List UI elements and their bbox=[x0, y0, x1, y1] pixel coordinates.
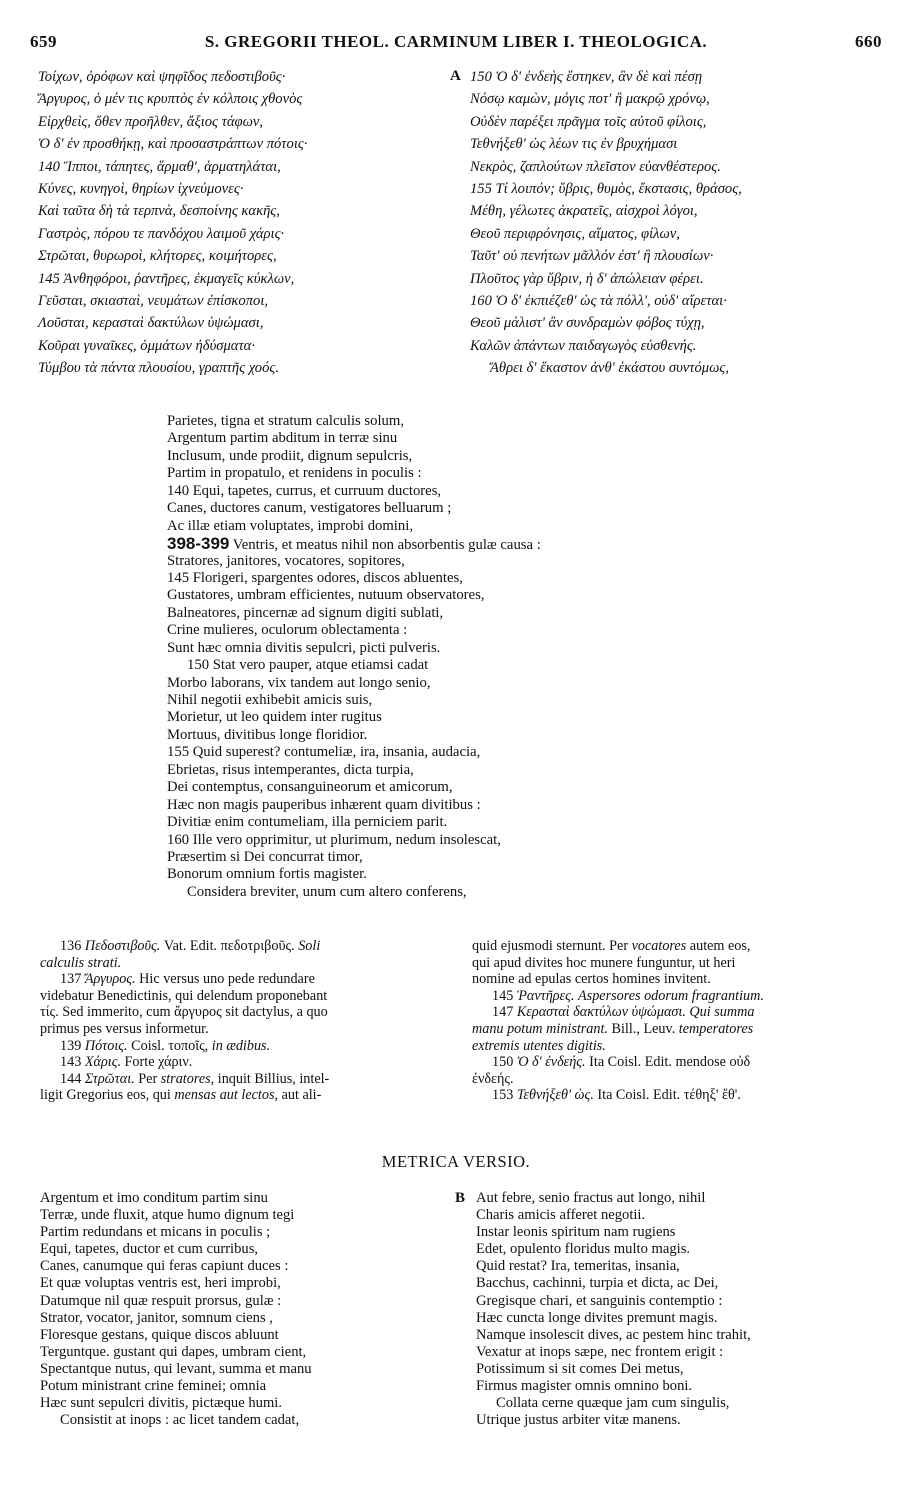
greek-verse-line: Καὶ ταῦτα δὴ τὰ τερπνὰ, δεσποίνης κακῆς, bbox=[38, 203, 280, 220]
note-lemma: Τεθνήξεθ' ὡς. bbox=[516, 1087, 594, 1104]
metrica-verse-line: Terræ, unde fluxit, atque humo dignum tegi bbox=[40, 1207, 295, 1224]
latin-line: 155 Quid superest? contumeliæ, ira, insania, audacia, bbox=[167, 744, 481, 761]
footnote-144 bbox=[40, 1071, 445, 1088]
latin-line: Stratores, janitores, vocatores, sopitores, bbox=[167, 552, 405, 569]
note-text-italic: Soli bbox=[298, 938, 321, 954]
greek-verse-line: 145 Ἀνθηφόροι, ῥαντῆρες, ἐκμαγεῖς κύκλων, bbox=[38, 270, 295, 287]
metrica-verse-line: Potissimum si sit comes Dei metus, bbox=[476, 1360, 684, 1377]
note-text-italic: Qui summa bbox=[685, 1004, 755, 1021]
note-text: quid ejusmodi sternunt. Per bbox=[472, 938, 632, 954]
footnote-139 bbox=[40, 1038, 445, 1055]
greek-verse-line: Τεθνήξεθ' ὡς λέων τις ἐν βρυχήμασι bbox=[470, 136, 678, 153]
metrica-verse-line: Charis amicis afferet negotii. bbox=[476, 1207, 646, 1224]
greek-verse-line: 160 Ὁ δ' ἐκπιέζεθ' ὡς τὰ πόλλ', οὐδ' αἴρεται· bbox=[470, 292, 727, 309]
metrica-versio-right-column bbox=[476, 1190, 896, 1429]
metrica-verse-line: Terguntque. gustant qui dapes, umbram cient, bbox=[40, 1343, 307, 1360]
latin-line: Mortuus, divitibus longe floridior. bbox=[167, 726, 368, 743]
greek-verse-line: Πλοῦτος γὰρ ὕβριν, ἡ δ' ἀπώλειαν φέρει. bbox=[470, 270, 704, 287]
note-text-italic: in ædibus. bbox=[211, 1037, 271, 1054]
latin-lines-after-marker bbox=[167, 553, 727, 902]
metrica-verse-line: Utrique justus arbiter vitæ manens. bbox=[476, 1412, 681, 1429]
latin-line: Inclusum, unde prodiit, dignum sepulcris, bbox=[167, 447, 413, 464]
latin-line: Morbo laborans, vix tandem aut longo senio, bbox=[167, 674, 431, 691]
note-text: Forte χάριν. bbox=[121, 1054, 193, 1071]
metrica-verse-line: Quid restat? Ira, temeritas, insania, bbox=[476, 1258, 680, 1275]
note-lemma: Στρῶται. bbox=[84, 1070, 135, 1087]
note-text: Ita Coisl. Edit. τέθηξ' ἔθ'. bbox=[593, 1087, 741, 1104]
metrica-verse-line: Consistit at inops : ac licet tandem cadat, bbox=[60, 1412, 300, 1429]
greek-verse-line: Κοῦραι γυναῖκες, ὀμμάτων ἠδύσματα· bbox=[38, 337, 255, 354]
note-text: aut ali- bbox=[278, 1087, 322, 1104]
greek-verse-line: Τύμβου τὰ πάντα πλουσίου, γραπτῆς χοός. bbox=[38, 360, 279, 377]
note-line bbox=[472, 1021, 892, 1038]
note-number: 139 bbox=[60, 1037, 85, 1054]
note-text-italic: vocatores bbox=[631, 938, 687, 954]
greek-verse-line: Γεῦσται, σκιασταὶ, νευμάτων ἐπίσκοποι, bbox=[38, 292, 269, 309]
metrica-verse-line: Hæc cuncta longe divites premunt magis. bbox=[476, 1309, 718, 1326]
note-number: 137 bbox=[60, 971, 85, 988]
metrica-verse-line: Instar leonis spiritum nam rugiens bbox=[476, 1224, 676, 1241]
running-header bbox=[30, 32, 882, 56]
greek-verse-line: Γαστρὸς, πόρου τε πανδόχου λαιμοῦ χάρις· bbox=[38, 225, 285, 242]
column-number-marker: 398-399 bbox=[167, 534, 230, 554]
latin-line: Divitiæ enim contumeliam, illa perniciem parit. bbox=[167, 814, 448, 831]
running-title: S. GREGORII THEOL. CARMINUM LIBER I. THEOLOGICA. bbox=[204, 32, 708, 51]
note-text: Bill., Leuv. bbox=[607, 1020, 679, 1037]
latin-line: Dei contemptus, consanguineorum et amicorum, bbox=[167, 779, 453, 796]
greek-text-right-column bbox=[470, 66, 890, 379]
latin-line: Canes, ductores canum, vestigatores belluarum ; bbox=[167, 500, 452, 517]
note-text: ligit Gregorius eos, qui bbox=[40, 1087, 175, 1104]
greek-verse-line: Ταῦτ' οὐ πενήτων μᾶλλόν ἐστ' ἢ πλουσίων· bbox=[470, 248, 714, 265]
greek-verse-line: Μέθη, γέλωτες ἀκρατεῖς, αἰσχροὶ λόγοι, bbox=[470, 203, 698, 220]
note-lemma: Ὁ δ' ἐνδεής. bbox=[516, 1054, 586, 1071]
note-text-italic: manu potum ministrant. bbox=[472, 1020, 608, 1037]
latin-lines-before-marker bbox=[167, 413, 727, 535]
latin-line: 150 Stat vero pauper, atque etiamsi cadat bbox=[187, 657, 429, 674]
note-line: primus pes versus informetur. bbox=[40, 1020, 209, 1037]
latin-line: Argentum partim abditum in terræ sinu bbox=[167, 430, 398, 447]
note-lemma: Κερασταὶ δακτύλων ὑψώμασι. bbox=[516, 1004, 686, 1021]
metrica-verse-line: Edet, opulento floridus multo magis. bbox=[476, 1241, 691, 1258]
footnote-153 bbox=[472, 1087, 892, 1104]
footnote-137 bbox=[40, 971, 445, 988]
note-number: 153 bbox=[492, 1087, 517, 1104]
metrica-verse-line: Firmus magister omnis omnino boni. bbox=[476, 1378, 693, 1395]
footnotes-right-column bbox=[472, 938, 892, 1104]
metrica-verse-line: Collata cerne quæque jam cum singulis, bbox=[496, 1395, 730, 1412]
greek-verse-line: Νόσῳ καμὼν, μόγις ποτ' ἢ μακρῷ χρόνῳ, bbox=[470, 91, 710, 108]
metrica-verse-line: Strator, vocator, janitor, somnum ciens , bbox=[40, 1309, 273, 1326]
note-number: 136 bbox=[60, 938, 85, 954]
metrica-verse-line: Potum ministrant crine feminei; omnia bbox=[40, 1378, 267, 1395]
latin-translation bbox=[167, 413, 727, 901]
latin-line: Balneatores, pincernæ ad signum digiti sublati, bbox=[167, 604, 444, 621]
note-number: 150 bbox=[492, 1054, 517, 1071]
footnote-136 bbox=[40, 938, 445, 955]
footnotes-left-column bbox=[40, 938, 445, 1104]
metrica-verse-line: Floresque gestans, quique discos abluunt bbox=[40, 1326, 279, 1343]
greek-verse-line: Θεοῦ μάλιστ' ἂν συνδραμὼν φόβος τύχῃ, bbox=[470, 315, 705, 332]
greek-verse-line: Νεκρὸς, ζαπλούτων πλεῖστον εὐανθέστερος. bbox=[470, 158, 721, 175]
metrica-verse-line: Datumque nil quæ respuit prorsus, gulæ : bbox=[40, 1292, 282, 1309]
note-lemma: Ῥαντῆρες. bbox=[516, 987, 575, 1004]
page-number-right: 660 bbox=[855, 32, 882, 51]
greek-verse-line: 140 Ἵπποι, τάπητες, ἅρμαθ', ἁρματηλάται, bbox=[38, 158, 281, 175]
metrica-verse-line: Hæc sunt sepulcri divitis, pictæque humi. bbox=[40, 1395, 282, 1412]
metrica-verse-line: Spectantque nutus, qui levant, summa et manu bbox=[40, 1360, 312, 1377]
latin-marker-line bbox=[167, 535, 727, 552]
note-text: Per bbox=[134, 1070, 161, 1087]
note-text: inquit Billius, intel- bbox=[214, 1070, 330, 1087]
note-text: autem eos, bbox=[686, 938, 751, 954]
latin-line: Morietur, ut leo quidem inter rugitus bbox=[167, 709, 382, 726]
note-number: 143 bbox=[60, 1054, 85, 1071]
metrica-verse-line: Equi, tapetes, ductor et cum curribus, bbox=[40, 1241, 259, 1258]
footnote-143 bbox=[40, 1054, 445, 1071]
latin-line: Ac illæ etiam voluptates, improbi domini, bbox=[167, 517, 413, 534]
footnote-145 bbox=[472, 988, 892, 1005]
greek-verse-line: 155 Τί λοιπόν; ὕβρις, θυμὸς, ἔκστασις, θράσος, bbox=[470, 180, 742, 197]
note-text: Coisl. τοποῖς, bbox=[127, 1037, 212, 1054]
greek-verse-line: Εἱρχθεὶς, ὅθεν προῆλθεν, ἄξιος τάφων, bbox=[38, 113, 264, 130]
note-text-italic: temperatores bbox=[678, 1020, 754, 1037]
latin-line: Considera breviter, unum cum altero conferens, bbox=[187, 883, 467, 900]
greek-verse-line: Ἄθρει δ' ἕκαστον ἀνθ' ἑκάστου συντόμως, bbox=[490, 360, 730, 377]
latin-line: 145 Florigeri, spargentes odores, discos abluentes, bbox=[167, 569, 463, 586]
note-line: qui apud divites hoc munere funguntur, ut heri bbox=[472, 954, 736, 971]
latin-line: Partim in propatulo, et renidens in poculis : bbox=[167, 465, 422, 482]
metrica-verse-line: Bacchus, cachinni, turpia et dicta, ac Dei, bbox=[476, 1275, 719, 1292]
metrica-verse-line: Argentum et imo conditum partim sinu bbox=[40, 1190, 268, 1206]
footnote-147 bbox=[472, 1004, 892, 1021]
note-text-italic: Aspersores odorum fragrantium. bbox=[574, 987, 764, 1004]
metrica-verse-line: Aut febre, senio fractus aut longo, nihil bbox=[476, 1190, 706, 1206]
metrica-versio-left-column bbox=[40, 1190, 450, 1429]
latin-line: 160 Ille vero opprimitur, ut plurimum, nedum insolescat, bbox=[167, 831, 501, 848]
note-line: nomine ad epulas certos homines invitent. bbox=[472, 971, 711, 988]
greek-verse-line: 150 Ὁ δ' ἐνδεὴς ἕστηκεν, ἂν δὲ καὶ πέσῃ bbox=[470, 69, 703, 85]
margin-letter-a: A bbox=[450, 68, 461, 84]
note-text: Vat. Edit. πεδοτριβοῦς. bbox=[160, 938, 299, 954]
latin-line: Ebrietas, risus intemperantes, dicta turpia, bbox=[167, 761, 414, 778]
note-text: Hic versus uno pede redundare bbox=[135, 971, 315, 988]
metrica-verse-line: Vexatur at inops sæpe, nec frontem erigit : bbox=[476, 1343, 724, 1360]
greek-verse-line: Τοίχων, ὀρόφων καὶ ψηφῖδος πεδοστιβοῦς· bbox=[38, 69, 286, 85]
greek-verse-line: Κύνες, κυνηγοὶ, θηρίων ἰχνεύμονες· bbox=[38, 180, 244, 197]
note-number: 147 bbox=[492, 1004, 517, 1021]
metrica-verse-line: Canes, canumque qui feras capiunt duces : bbox=[40, 1258, 289, 1275]
note-number: 145 bbox=[492, 987, 517, 1004]
note-line: calculis strati. bbox=[40, 954, 122, 971]
metrica-verse-line: Namque insolescit dives, ac pestem hinc trahit, bbox=[476, 1326, 751, 1343]
greek-text-left-column bbox=[38, 66, 438, 379]
greek-verse-line: Ἄργυρος, ὁ μέν τις κρυπτὸς ἐν κόλποις χθονὸς bbox=[38, 91, 303, 108]
note-lemma: Χάρις. bbox=[84, 1054, 121, 1071]
note-lemma: Πεδοστιβοῦς. bbox=[84, 938, 161, 954]
latin-line: Præsertim si Dei concurrat timor, bbox=[167, 848, 363, 865]
footnote-150 bbox=[472, 1054, 892, 1071]
metrica-verse-line: Et quæ voluptas ventris est, heri improbi, bbox=[40, 1275, 281, 1292]
note-text-italic: mensas aut lectos, bbox=[174, 1087, 279, 1104]
note-lemma: Πότοις. bbox=[84, 1037, 128, 1054]
greek-verse-line: Καλῶν ἁπάντων παιδαγωγὸς εὐσθενής. bbox=[470, 337, 697, 354]
latin-line: Sunt hæc omnia divitis sepulcri, picti pulveris. bbox=[167, 639, 441, 656]
latin-line: Parietes, tigna et stratum calculis solum, bbox=[167, 413, 404, 429]
metrica-verse-line: Gregisque chari, et sanguinis contemptio : bbox=[476, 1292, 723, 1309]
note-line bbox=[472, 938, 892, 955]
note-line: ἐνδεής. bbox=[472, 1070, 514, 1087]
latin-line: Gustatores, umbram efficientes, nutuum observatores, bbox=[167, 587, 485, 604]
greek-verse-line: Στρῶται, θυρωροὶ, κλήτορες, κοιμήτορες, bbox=[38, 248, 277, 265]
latin-line: Nihil negotii exhibebit amicis suis, bbox=[167, 692, 373, 708]
latin-line: Hæc non magis pauperibus inhærent quam divitibus : bbox=[167, 796, 481, 813]
note-text-italic: stratores, bbox=[160, 1070, 215, 1087]
greek-verse-line: Οὐδὲν παρέξει πρᾶγμα τοῖς αὐτοῦ φίλοις, bbox=[470, 113, 707, 130]
note-line bbox=[40, 1087, 445, 1104]
greek-verse-line: Ὁ δ' ἐν προσθήκῃ, καὶ προσαστράπτων πότοις· bbox=[38, 136, 308, 153]
page-number-left: 659 bbox=[30, 32, 57, 51]
margin-letter-b: B bbox=[455, 1190, 466, 1206]
latin-line: Bonorum omnium fortis magister. bbox=[167, 866, 367, 883]
greek-verse-line: Λοῦσται, κερασταὶ δακτύλων ὑψώμασι, bbox=[38, 315, 264, 332]
greek-verse-line: Θεοῦ περιφρόνησις, αἵματος, φίλων, bbox=[470, 225, 680, 242]
note-line: extremis utentes digitis. bbox=[472, 1037, 606, 1054]
note-line: τίς. Sed immerito, cum ἄργυρος sit dactylus, a quo bbox=[40, 1004, 328, 1021]
note-line: videbatur Benedictinis, qui delendum proponebant bbox=[40, 987, 328, 1004]
metrica-verse-line: Partim redundans et micans in poculis ; bbox=[40, 1224, 271, 1241]
latin-line: 140 Equi, tapetes, currus, et curruum ductores, bbox=[167, 482, 442, 499]
latin-line: Crine mulieres, oculorum oblectamenta : bbox=[167, 622, 408, 639]
section-title: METRICA VERSIO. bbox=[381, 1152, 531, 1171]
latin-line: Ventris, et meatus nihil non absorbentis gulæ causa : bbox=[229, 537, 541, 554]
note-lemma: Ἄργυρος. bbox=[84, 971, 136, 988]
note-text: Ita Coisl. Edit. mendose οὐδ bbox=[585, 1054, 751, 1071]
note-number: 144 bbox=[60, 1070, 85, 1087]
